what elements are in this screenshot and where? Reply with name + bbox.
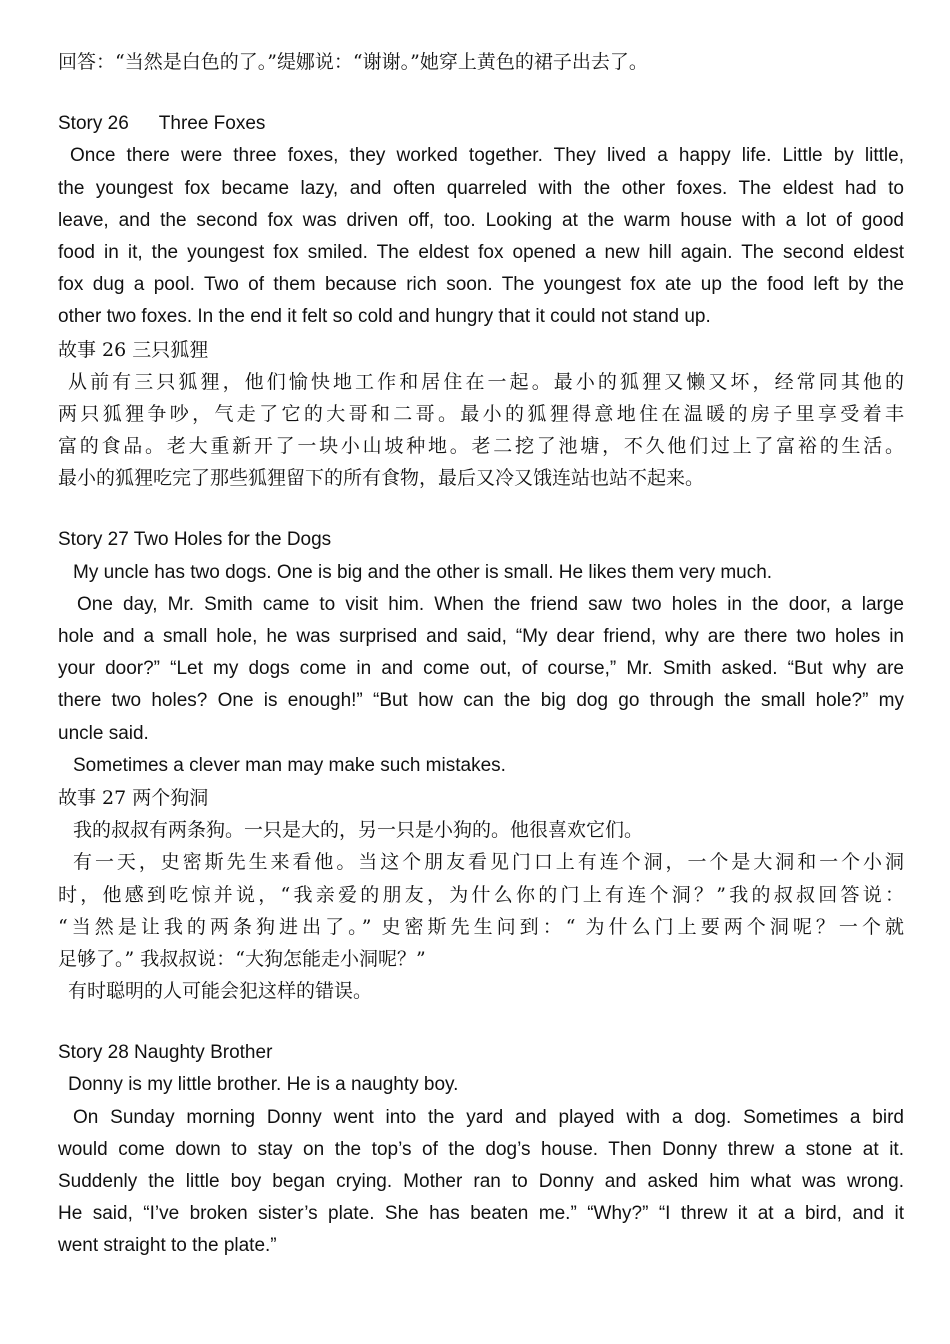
story-26-chinese-title: 故事 26 三只狐狸 bbox=[58, 338, 209, 361]
story-27-en-paragraph-1: My uncle has two dogs. One is big and the other is small. He likes them very much. bbox=[73, 561, 773, 583]
story-27-english-paragraph-2 bbox=[58, 589, 904, 750]
story-26-zh-line: 两只狐狸争吵，气走了它的大哥和二哥。最小的狐狸得意地住在温暖的房子里享受着丰 bbox=[58, 402, 904, 425]
story-26-en-line: food in it, the youngest fox smiled. The eldest fox opened a new hill again. The second eldest bbox=[58, 241, 904, 263]
story-26-number: Story 26 bbox=[58, 113, 129, 135]
story-26-en-line: other two foxes. In the end it felt so cold and hungry that it could not stand up. bbox=[58, 306, 711, 328]
story-27-chinese-paragraph-2 bbox=[58, 846, 904, 975]
story-28-en-line: would come down to stay on the top’s of the dog’s house. Then Donny threw a stone at it. bbox=[58, 1138, 904, 1160]
story-26-english-paragraph bbox=[58, 140, 904, 333]
story-27-zh-line: “当然是让我的两条狗进出了。” 史密斯先生问到：“ 为什么门上要两个洞呢？一个就 bbox=[58, 915, 904, 938]
story-26-en-line: Once there were three foxes, they worked together. They lived a happy life. Little by little, bbox=[70, 145, 904, 167]
story-28-title: Story 28 Naughty Brother bbox=[58, 1042, 273, 1064]
story-28-english-paragraph-2 bbox=[58, 1102, 904, 1263]
story-26-en-line: leave, and the second fox was driven off, too. Looking at the warm house with a lot of good bbox=[58, 209, 904, 231]
story-27-en-line: hole and a small hole, he was surprised and said, “My dear friend, why are there two holes in bbox=[58, 626, 904, 647]
story-27-en-paragraph-3: Sometimes a clever man may make such mistakes. bbox=[73, 754, 506, 776]
story-27-zh-paragraph-1: 我的叔叔有两条狗。一只是大的，另一只是小狗的。他很喜欢它们。 bbox=[73, 819, 644, 842]
spacer bbox=[58, 1007, 904, 1037]
story-27-en-line: there two holes? One is enough!” “But how can the big dog go through the small hole?” my bbox=[58, 690, 904, 712]
story-28-en-line: He said, “I’ve broken sister’s plate. She has beaten me.” “Why?” “I threw it at a bird, and it bbox=[58, 1203, 904, 1225]
story-26-en-line: the youngest fox became lazy, and often quarreled with the other foxes. The eldest had to bbox=[58, 177, 904, 199]
spacer bbox=[58, 78, 904, 108]
story-27-en-line: your door?” “Let my dogs come in and come out, of course,” Mr. Smith asked. “But why are bbox=[58, 658, 904, 680]
story-26-zh-line: 富的食品。老大重新开了一块小山坡种地。老二挖了池塘，不久他们过上了富裕的生活。 bbox=[58, 435, 904, 458]
story-28-en-line: Suddenly the little boy began crying. Mother ran to Donny and asked him what was wrong. bbox=[58, 1171, 904, 1192]
story-27-zh-line: 时，他感到吃惊并说，“我亲爱的朋友，为什么你的门上有连个洞？”我的叔叔回答说： bbox=[58, 883, 904, 906]
story-26-en-line: fox dug a pool. Two of them because rich soon. The youngest fox ate up the food left by the bbox=[58, 274, 904, 296]
story-27-title: Story 27 Two Holes for the Dogs bbox=[58, 529, 332, 551]
story-26-zh-line: 从前有三只狐狸，他们愉快地工作和居住在一起。最小的狐狸又懒又坏，经常同其他的 bbox=[68, 370, 904, 393]
previous-story-ending: 回答：“当然是白色的了。”缇娜说：“谢谢。”她穿上黄色的裙子出去了。 bbox=[58, 51, 648, 73]
story-28-en-line: went straight to the plate.” bbox=[58, 1235, 277, 1257]
story-27-en-line: One day, Mr. Smith came to visit him. When the friend saw two holes in the door, a large bbox=[77, 593, 904, 615]
story-27-zh-paragraph-3: 有时聪明的人可能会犯这样的错误。 bbox=[68, 980, 373, 1003]
spacer bbox=[58, 494, 904, 524]
story-28-en-line: On Sunday morning Donny went into the yard and played with a dog. Sometimes a bird bbox=[73, 1106, 904, 1128]
story-27-zh-line: 有一天，史密斯先生来看他。当这个朋友看见门口上有连个洞，一个是大洞和一个小洞 bbox=[73, 851, 904, 874]
story-27-chinese-title: 故事 27 两个狗洞 bbox=[58, 786, 209, 809]
story-26-chinese-paragraph bbox=[58, 366, 904, 495]
story-26-name: Three Foxes bbox=[158, 113, 266, 135]
story-26-zh-line: 最小的狐狸吃完了那些狐狸留下的所有食物，最后又冷又饿连站也站不起来。 bbox=[58, 467, 705, 490]
document-page bbox=[58, 46, 904, 1263]
story-28-en-paragraph-1: Donny is my little brother. He is a naughty boy. bbox=[68, 1074, 459, 1096]
story-26-title bbox=[58, 108, 904, 140]
story-27-zh-line: 足够了。” 我叔叔说：“大狗怎能走小洞呢？” bbox=[58, 947, 426, 970]
story-27-en-line: uncle said. bbox=[58, 722, 149, 744]
